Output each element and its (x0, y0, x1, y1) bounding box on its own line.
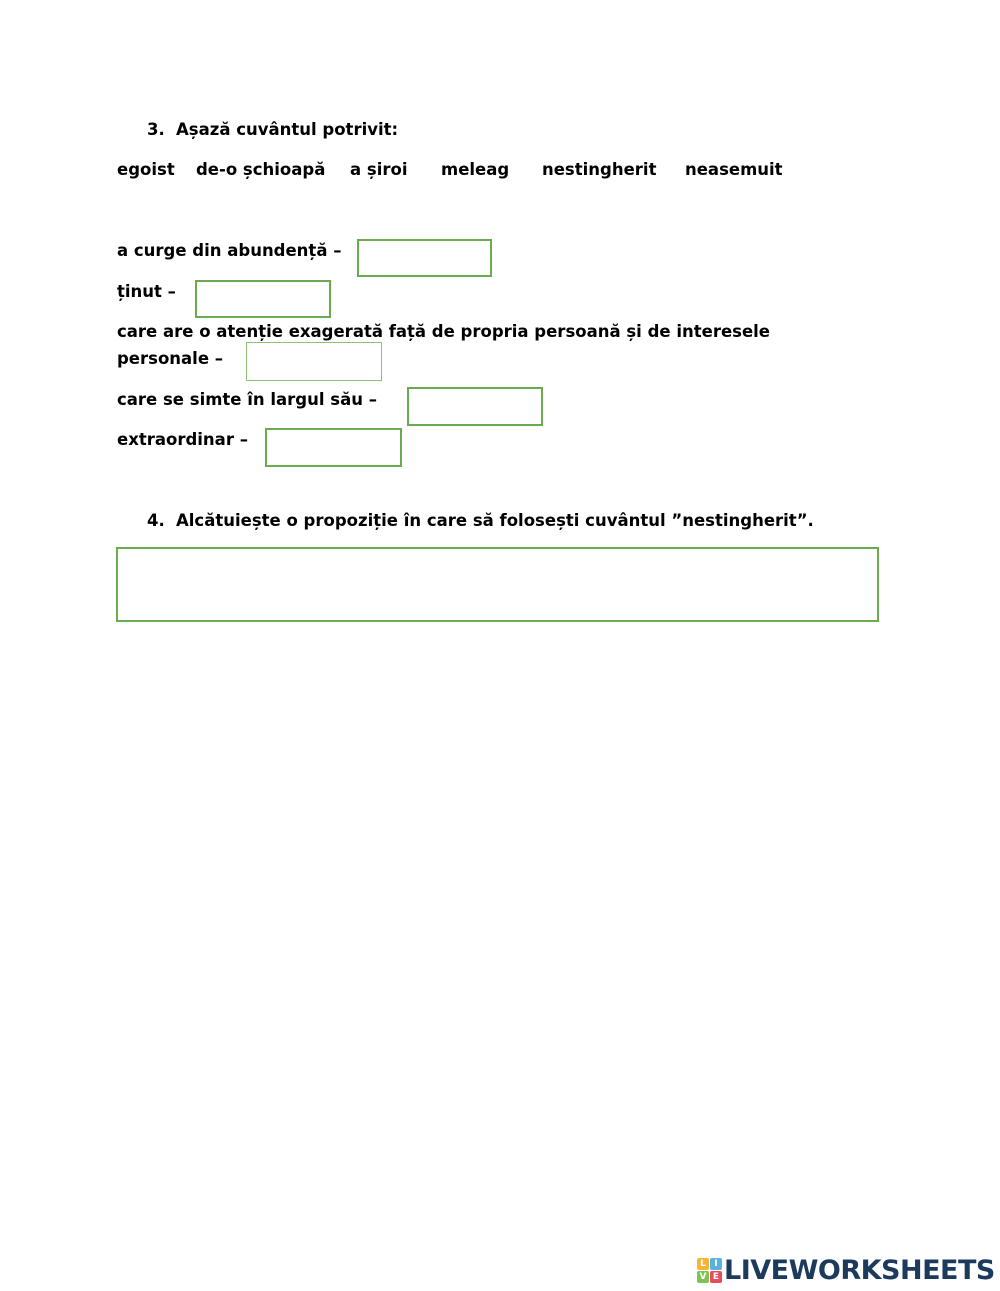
answer-box-largul-sau[interactable] (407, 387, 543, 426)
answer-box-a-curge[interactable] (357, 239, 492, 277)
exercise-4-heading (147, 511, 814, 531)
prompt-egoist-line1: care are o atenție exagerată față de propria persoană și de interesele (117, 322, 770, 341)
exercise-3-number: 3. (147, 120, 165, 139)
live-tiles-icon (697, 1258, 722, 1283)
logo-tile: V (697, 1271, 709, 1283)
logo-tile: E (710, 1271, 722, 1283)
prompt-egoist-line2: personale – (117, 349, 224, 368)
exercise-3-heading (147, 120, 398, 140)
sentence-answer-box[interactable] (116, 547, 879, 622)
word-bank-item: de-o șchioapă (196, 160, 326, 179)
word-bank-item: egoist (117, 160, 175, 179)
exercise-4-title: Alcătuiește o propoziție în care să folosești cuvântul ”nestingherit”. (176, 511, 814, 530)
prompt-a-curge: a curge din abundență – (117, 241, 342, 260)
answer-box-extraordinar[interactable] (265, 428, 402, 467)
liveworksheets-logo (697, 1253, 995, 1287)
exercise-3-title: Așază cuvântul potrivit: (176, 120, 399, 139)
prompt-largul-sau: care se simte în largul său – (117, 390, 377, 409)
logo-tile: L (697, 1258, 709, 1270)
answer-box-egoist[interactable] (246, 342, 382, 381)
logo-tile: I (710, 1258, 722, 1270)
answer-box-tinut[interactable] (195, 280, 331, 318)
prompt-tinut: ținut – (117, 282, 176, 301)
word-bank-item: meleag (441, 160, 510, 179)
word-bank-item: a șiroi (350, 160, 408, 179)
word-bank-item: nestingherit (542, 160, 657, 179)
logo-text: LIVEWORKSHEETS (724, 1254, 995, 1286)
exercise-4-number: 4. (147, 511, 165, 530)
prompt-extraordinar: extraordinar – (117, 430, 248, 449)
word-bank-item: neasemuit (685, 160, 783, 179)
